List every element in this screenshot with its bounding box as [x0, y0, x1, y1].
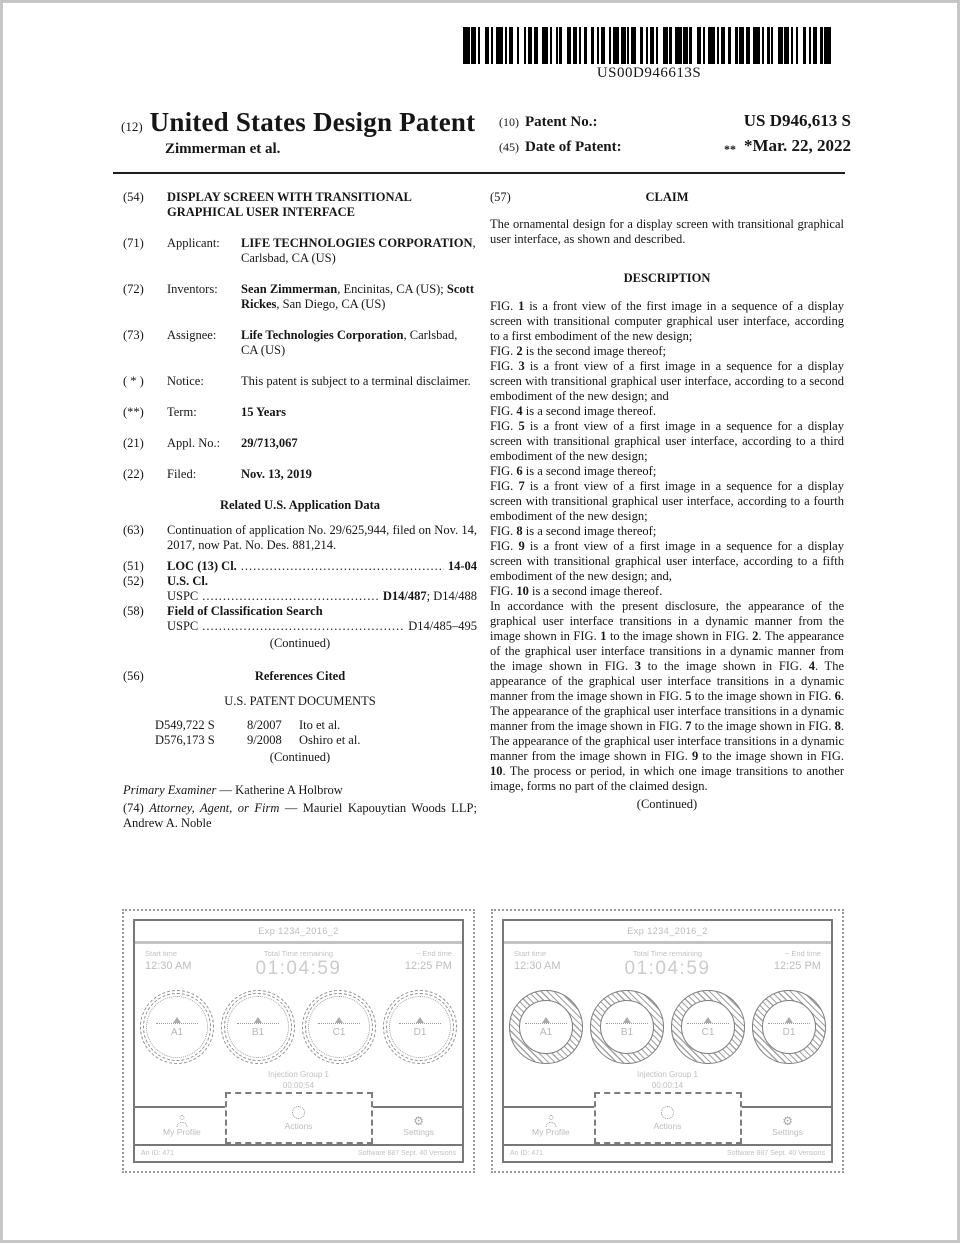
date-value: *Mar. 22, 2022	[743, 136, 851, 155]
page-title: United States Design Patent	[149, 107, 476, 137]
person-icon	[175, 1115, 188, 1127]
section-continuation: (63) Continuation of application No. 29/625,944, filed on Nov. 14, 2017, now Pat. No. Des. 881,214.	[123, 523, 477, 552]
start-time: Start time 12:30 AM	[145, 949, 192, 972]
header-divider	[113, 172, 845, 174]
person-icon	[544, 1115, 557, 1127]
injector-marker-icon	[318, 1017, 360, 1024]
status-bar	[504, 1144, 831, 1161]
well-row	[135, 988, 462, 1064]
section-assignee: (73) Assignee: Life Technologies Corporation, Carlsbad, CA (US)	[123, 328, 458, 357]
patent-no-label: Patent No.:	[525, 114, 598, 130]
my-profile-item: My Profile	[532, 1115, 570, 1137]
injection-group-label: Injection Group 1	[637, 1070, 698, 1079]
start-time: Start time 12:30 AM	[514, 949, 561, 972]
actions-button: Actions	[225, 1092, 373, 1144]
status-right: Software 887 Sept. 40 Versions	[357, 1150, 456, 1157]
section-field-search: (58) Field of Classification Search	[123, 604, 323, 618]
injection-group-time: 00:00:54	[282, 1081, 315, 1090]
actions-icon	[661, 1106, 674, 1119]
gear-icon: ⚙	[413, 1114, 425, 1128]
related-data-header: Related U.S. Application Data	[219, 498, 381, 512]
time-remaining: Total Time remaining 01:04:59	[255, 949, 342, 979]
us-class-uspc: USPC ..... D14/487; D14/488	[167, 589, 477, 604]
actions-icon	[292, 1106, 305, 1119]
well-c1: C1	[671, 990, 745, 1064]
injector-marker-icon	[399, 1017, 441, 1024]
kind-code: (12)	[121, 119, 143, 134]
bottom-nav	[504, 1106, 831, 1161]
terminal-disclaimer-stars: **	[723, 142, 736, 156]
description-text: FIG. 1 is a front view of the first image in a sequence of a display screen with transitional computer graphical user interface, according to a first embodiment of the new design; FIG. 2 is the second image thereof; FIG. 3 is a front view of a first image in a sequence for a display screen with transitional graphical user interface, according to a second embodiment of the new design; and FIG. 4 is a second image thereof. FIG. 5 is a front view of a first image in a sequence for a display screen with transitional graphical user interface, according to a third embodiment of the new design; FIG. 6 is a second image thereof; FIG. 7 is a front view of a first image in a sequence for a display screen with transitional graphical user interface, according to a fourth embodiment of the new design; FIG. 8 is a second image thereof; FIG. 9 is a front view of a first image in a sequence for a display screen with transitional graphical user interface, according to a fifth embodiment of the new design; and, FIG. 10 is a second image thereof. In accordance with the present disclosure, the appearance of the graphical user interface transitions in a dynamic manner from the image shown in FIG. 1 to the image shown in FIG. 2. The appearance of the graphical user interface transitions in a dynamic manner from the image shown in FIG. 3 to the image shown in FIG. 4. The appearance of the graphical user interface transitions in a dynamic manner from the image shown in FIG. 5 to the image shown in FIG. 6. The appearance of the graphical user interface transitions in a dynamic manner from the image shown in FIG. 7 to the image shown in FIG. 8. The appearance of the graphical user interface transitions in a dynamic manner from the image shown in FIG. 9 to the image shown in FIG. 10. The process or period, in which one image transitions to another image, forms no part of the claimed design.	[490, 299, 845, 793]
bottom-nav	[135, 1106, 462, 1161]
claim-text: The ornamental design for a display screen with transitional graphical user interface, as shown and described.	[490, 217, 844, 246]
end-time: ~ End time 12:25 PM	[404, 949, 452, 972]
invention-title: DISPLAY SCREEN WITH TRANSITIONAL GRAPHICAL USER INTERFACE	[167, 190, 412, 219]
references-header: (56) References Cited	[123, 669, 346, 683]
time-remaining: Total Time remaining 01:04:59	[624, 949, 711, 979]
section-notice: ( * ) Notice: This patent is subject to a terminal disclaimer.	[123, 374, 471, 388]
barcode-bars	[463, 27, 835, 64]
reference-row: D549,722 S 8/2007 Ito et al.	[155, 718, 341, 732]
injection-group-label: Injection Group 1	[268, 1070, 329, 1079]
well-d1: D1	[383, 990, 457, 1064]
status-bar	[135, 1144, 462, 1161]
well-d1: D1	[752, 990, 826, 1064]
barcode-number: US00D946613S	[596, 65, 702, 81]
well-a1: A1	[140, 990, 214, 1064]
figure-1-device-outline	[122, 909, 475, 1173]
reference-row: D576,173 S 9/2008 Oshiro et al.	[155, 733, 361, 747]
settings-item: ⚙ Settings	[403, 1114, 434, 1137]
patent-no-value: US D946,613 S	[743, 111, 851, 130]
section-filed: (22) Filed: Nov. 13, 2019	[123, 467, 312, 481]
well-row	[504, 988, 831, 1064]
attorney-agent-firm: (74) Attorney, Agent, or Firm — Mauriel Kapouytian Woods LLP; Andrew A. Noble	[123, 801, 477, 830]
figure-2-screen	[502, 919, 833, 1163]
section-title: (54) DISPLAY SCREEN WITH TRANSITIONAL GRAPHICAL USER INTERFACE	[123, 190, 477, 220]
section-applicant: (71) Applicant: LIFE TECHNOLOGIES CORPORATION, Carlsbad, CA (US)	[123, 236, 476, 265]
section-inventors: (72) Inventors: Sean Zimmerman, Encinitas, CA (US); Scott Rickes, San Diego, CA (US)	[123, 282, 474, 311]
injector-marker-icon	[768, 1017, 810, 1024]
description-continued: (Continued)	[636, 797, 698, 811]
experiment-title: Exp 1234_2016_2	[258, 926, 339, 936]
time-stats	[504, 944, 831, 988]
well-c1: C1	[302, 990, 376, 1064]
time-stats	[135, 944, 462, 988]
references-continued: (Continued)	[269, 750, 331, 764]
figures-strip	[122, 909, 844, 1173]
status-right: Software 887 Sept. 40 Versions	[726, 1150, 825, 1157]
patent-no-code: (10)	[499, 115, 519, 129]
masthead	[121, 107, 851, 161]
section-term: (**) Term: 15 Years	[123, 405, 287, 419]
injector-marker-icon	[156, 1017, 198, 1024]
inventor-names: Zimmerman et al.	[165, 141, 281, 157]
figure-1-screen	[133, 919, 464, 1163]
injection-group-time: 00:00:14	[651, 1081, 684, 1090]
date-code: (45)	[499, 140, 519, 154]
status-left: An ID: 471	[510, 1150, 544, 1157]
end-time: ~ End time 12:25 PM	[773, 949, 821, 972]
injector-marker-icon	[237, 1017, 279, 1024]
left-column	[123, 190, 477, 831]
us-patent-documents-header: U.S. PATENT DOCUMENTS	[224, 694, 376, 708]
my-profile-item: My Profile	[163, 1115, 201, 1137]
actions-button: Actions	[594, 1092, 742, 1144]
field-search-continued: (Continued)	[269, 636, 331, 650]
status-left: An ID: 471	[141, 1150, 175, 1157]
injection-group	[504, 1064, 831, 1091]
primary-examiner: Primary Examiner — Katherine A Holbrow	[123, 783, 343, 797]
barcode	[463, 27, 835, 82]
description-header: DESCRIPTION	[623, 271, 711, 285]
injection-group	[135, 1064, 462, 1091]
injector-marker-icon	[525, 1017, 567, 1024]
experiment-title: Exp 1234_2016_2	[627, 926, 708, 936]
claim-header: (57) CLAIM	[490, 190, 689, 204]
right-column	[490, 190, 844, 826]
date-label: Date of Patent:	[525, 139, 622, 155]
gear-icon: ⚙	[782, 1114, 794, 1128]
well-a1: A1	[509, 990, 583, 1064]
injector-marker-icon	[606, 1017, 648, 1024]
settings-item: ⚙ Settings	[772, 1114, 803, 1137]
section-appl-no: (21) Appl. No.: 29/713,067	[123, 436, 298, 450]
well-b1: B1	[221, 990, 295, 1064]
section-loc-class: (51) LOC (13) Cl. ..... 14-04	[123, 559, 477, 574]
field-search-uspc: USPC ..... D14/485–495	[167, 619, 477, 634]
figure-2-device-outline	[491, 909, 844, 1173]
injector-marker-icon	[687, 1017, 729, 1024]
section-us-class: (52) U.S. Cl.	[123, 574, 208, 588]
well-b1: B1	[590, 990, 664, 1064]
